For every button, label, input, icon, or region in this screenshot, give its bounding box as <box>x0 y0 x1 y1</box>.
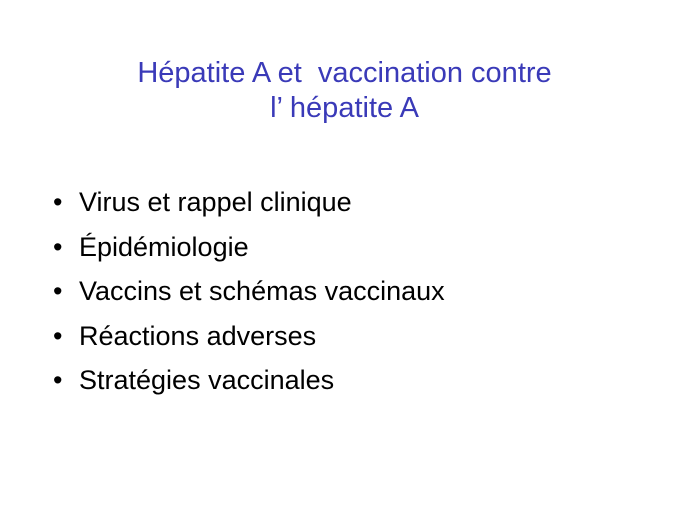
bullet-text: Réactions adverses <box>79 320 317 351</box>
bullet-item <box>53 358 445 403</box>
bullet-item <box>53 269 445 314</box>
bullet-icon: • <box>53 276 63 306</box>
bullet-text: Virus et rappel clinique <box>79 187 352 217</box>
bullet-text: Épidémiologie <box>79 231 249 262</box>
bullet-icon: • <box>53 231 63 262</box>
bullet-item <box>53 225 445 270</box>
bullet-list <box>53 180 445 403</box>
bullet-icon: • <box>53 320 63 351</box>
bullet-text: Stratégies vaccinales <box>79 365 335 395</box>
title-line-1: Hépatite A et vaccination contre <box>137 57 552 89</box>
bullet-icon: • <box>53 187 63 217</box>
bullet-icon: • <box>53 365 63 395</box>
bullet-item <box>53 180 445 225</box>
slide-title <box>40 56 649 126</box>
title-line-2: l’ hépatite A <box>270 92 419 124</box>
bullet-text: Vaccins et schémas vaccinaux <box>79 276 445 306</box>
bullet-item <box>53 314 445 359</box>
